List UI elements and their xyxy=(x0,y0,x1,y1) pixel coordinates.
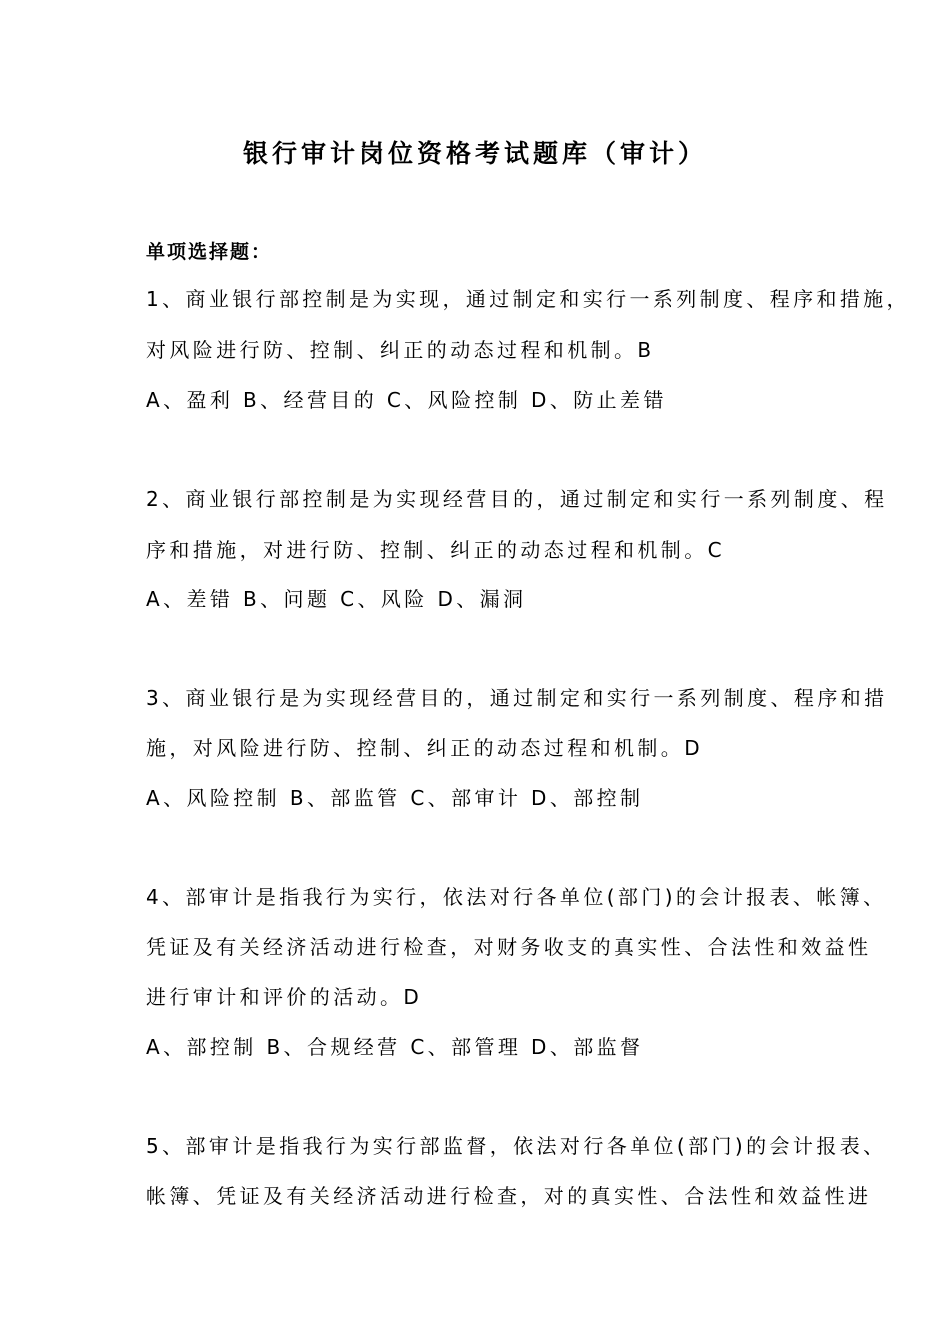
question-4-options: A、部控制 B、合规经营 C、部管理 D、部监督 xyxy=(146,1035,644,1059)
question-3-line-2: 施，对风险进行防、控制、纠正的动态过程和机制。D xyxy=(146,736,703,760)
question-2-options: A、差错 B、问题 C、风险 D、漏洞 xyxy=(146,587,527,611)
section-heading: 单项选择题： xyxy=(146,241,273,263)
question-1-line-2: 对风险进行防、控制、纠正的动态过程和机制。B xyxy=(146,338,655,362)
document-title: 银行审计岗位资格考试题库（审计） xyxy=(242,139,707,168)
question-2-line-2: 序和措施，对进行防、控制、纠正的动态过程和机制。C xyxy=(146,538,725,562)
question-5-line-2: 帐簿、凭证及有关经济活动进行检查，对的真实性、合法性和效益性进 xyxy=(146,1184,872,1208)
question-4-line-3: 进行审计和评价的活动。D xyxy=(146,985,423,1009)
question-4-line-2: 凭证及有关经济活动进行检查，对财务收支的真实性、合法性和效益性 xyxy=(146,935,872,959)
question-4-line-1: 4、部审计是指我行为实行，依法对行各单位(部门)的会计报表、帐簿、 xyxy=(146,885,887,909)
question-3-options: A、风险控制 B、部监管 C、部审计 D、部控制 xyxy=(146,786,644,810)
question-3-line-1: 3、商业银行是为实现经营目的，通过制定和实行一系列制度、程序和措 xyxy=(146,686,888,710)
question-2-line-1: 2、商业银行部控制是为实现经营目的，通过制定和实行一系列制度、程 xyxy=(146,487,888,511)
question-5-line-1: 5、部审计是指我行为实行部监督，依法对行各单位(部门)的会计报表、 xyxy=(146,1134,887,1158)
question-1-line-1: 1、商业银行部控制是为实现，通过制定和实行一系列制度、程序和措施， xyxy=(146,287,910,311)
question-1-options: A、盈利 B、经营目的 C、风险控制 D、防止差错 xyxy=(146,388,667,412)
